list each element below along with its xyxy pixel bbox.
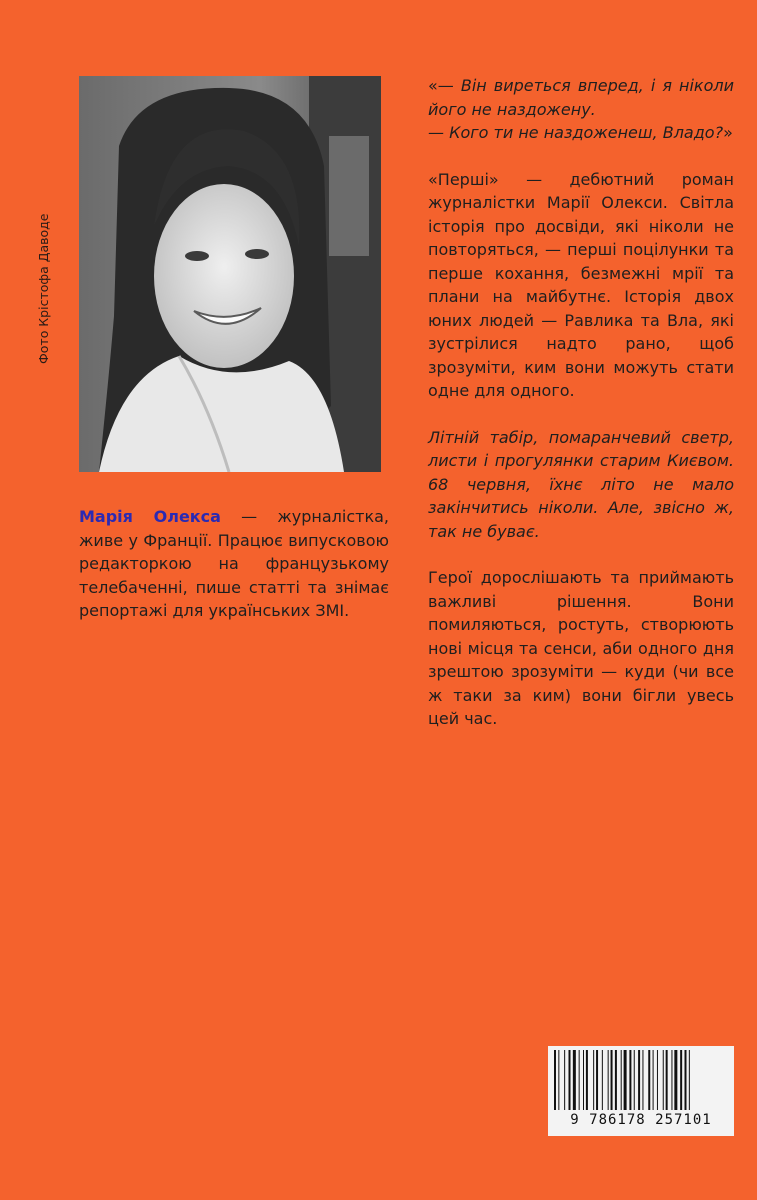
- barcode-bar: [583, 1050, 584, 1110]
- author-bio: [79, 505, 389, 623]
- quote-open: «—: [428, 76, 461, 95]
- barcode-bar: [611, 1050, 613, 1110]
- barcode-bar: [621, 1050, 622, 1110]
- author-portrait-image: [79, 76, 381, 472]
- barcode-bar: [663, 1050, 664, 1110]
- photo-credit: Фото Крістофа Даводе: [36, 213, 51, 364]
- barcode-bar: [608, 1050, 609, 1110]
- barcode-bar: [579, 1050, 580, 1110]
- barcode-bar: [624, 1050, 627, 1110]
- barcode-bar: [648, 1050, 650, 1110]
- barcode-digits: 9 786178 257101: [570, 1112, 712, 1128]
- quote-close: »: [723, 123, 733, 142]
- barcode-bar: [642, 1050, 643, 1110]
- quote-line-1: Він виреться вперед, і я ніколи його не наздожену.: [428, 76, 735, 119]
- barcode-bar: [564, 1050, 565, 1110]
- barcode-bar: [596, 1050, 598, 1110]
- barcode-bar: [602, 1050, 603, 1110]
- author-name: Марія Олекса: [79, 507, 221, 526]
- book-blurb: [428, 74, 734, 754]
- barcode-bar: [653, 1050, 654, 1110]
- barcode-bar: [657, 1050, 658, 1110]
- barcode-bar: [685, 1050, 687, 1110]
- barcode-bar: [593, 1050, 594, 1110]
- barcode-bar: [554, 1050, 556, 1110]
- epigraph-quote: [428, 74, 734, 145]
- blurb-paragraph-3: Герої дорослішають та приймають важливі рішення. Вони помиляються, ростуть, створюють нові місця та сенси, аби одного дня зрештою зрозуміти — куди (чи все ж таки за ким) вони бігли увесь цей час.: [428, 568, 734, 728]
- barcode-bars: [554, 1050, 728, 1110]
- author-photo: [79, 76, 381, 472]
- barcode-bar: [671, 1050, 672, 1110]
- author-bio-text: — журналістка, живе у Франції. Працює випусковою редакторкою на французькому телебаченні, пише статті та знімає репортажі для українських ЗМІ.: [79, 507, 389, 620]
- barcode-bar: [674, 1050, 677, 1110]
- quote-line-2: — Кого ти не наздоженеш, Владо?: [428, 123, 724, 142]
- barcode-bar: [689, 1050, 690, 1110]
- barcode-bar: [569, 1050, 571, 1110]
- barcode-bar: [666, 1050, 668, 1110]
- barcode-bar: [638, 1050, 640, 1110]
- blurb-paragraph-1: «Перші» — дебютний роман журналістки Марії Олекси. Світла історія про досвіди, які ніколи не повторяться, — перші поцілунки та перше кохання, безмежні мрії та плани на майбутнє. Історія двох юних людей — Равлика та Вла, які зустрілися надто рано, щоб зрозуміти, ким вони можуть стати одне для одного.: [428, 169, 734, 400]
- barcode-bar: [586, 1050, 588, 1110]
- barcode-bar: [573, 1050, 576, 1110]
- blurb-paragraph-2: Літній табір, помаранчевий светр, листи і прогулянки старим Києвом. 68 червня, їхнє літо не мало закінчитись ніколи. Але, звісно ж, так не буває.: [428, 427, 734, 541]
- barcode-bar: [680, 1050, 682, 1110]
- barcode-bar: [615, 1050, 617, 1110]
- barcode-bar: [634, 1050, 635, 1110]
- barcode-bar: [558, 1050, 559, 1110]
- barcode-bar: [629, 1050, 631, 1110]
- isbn-barcode: [548, 1046, 734, 1136]
